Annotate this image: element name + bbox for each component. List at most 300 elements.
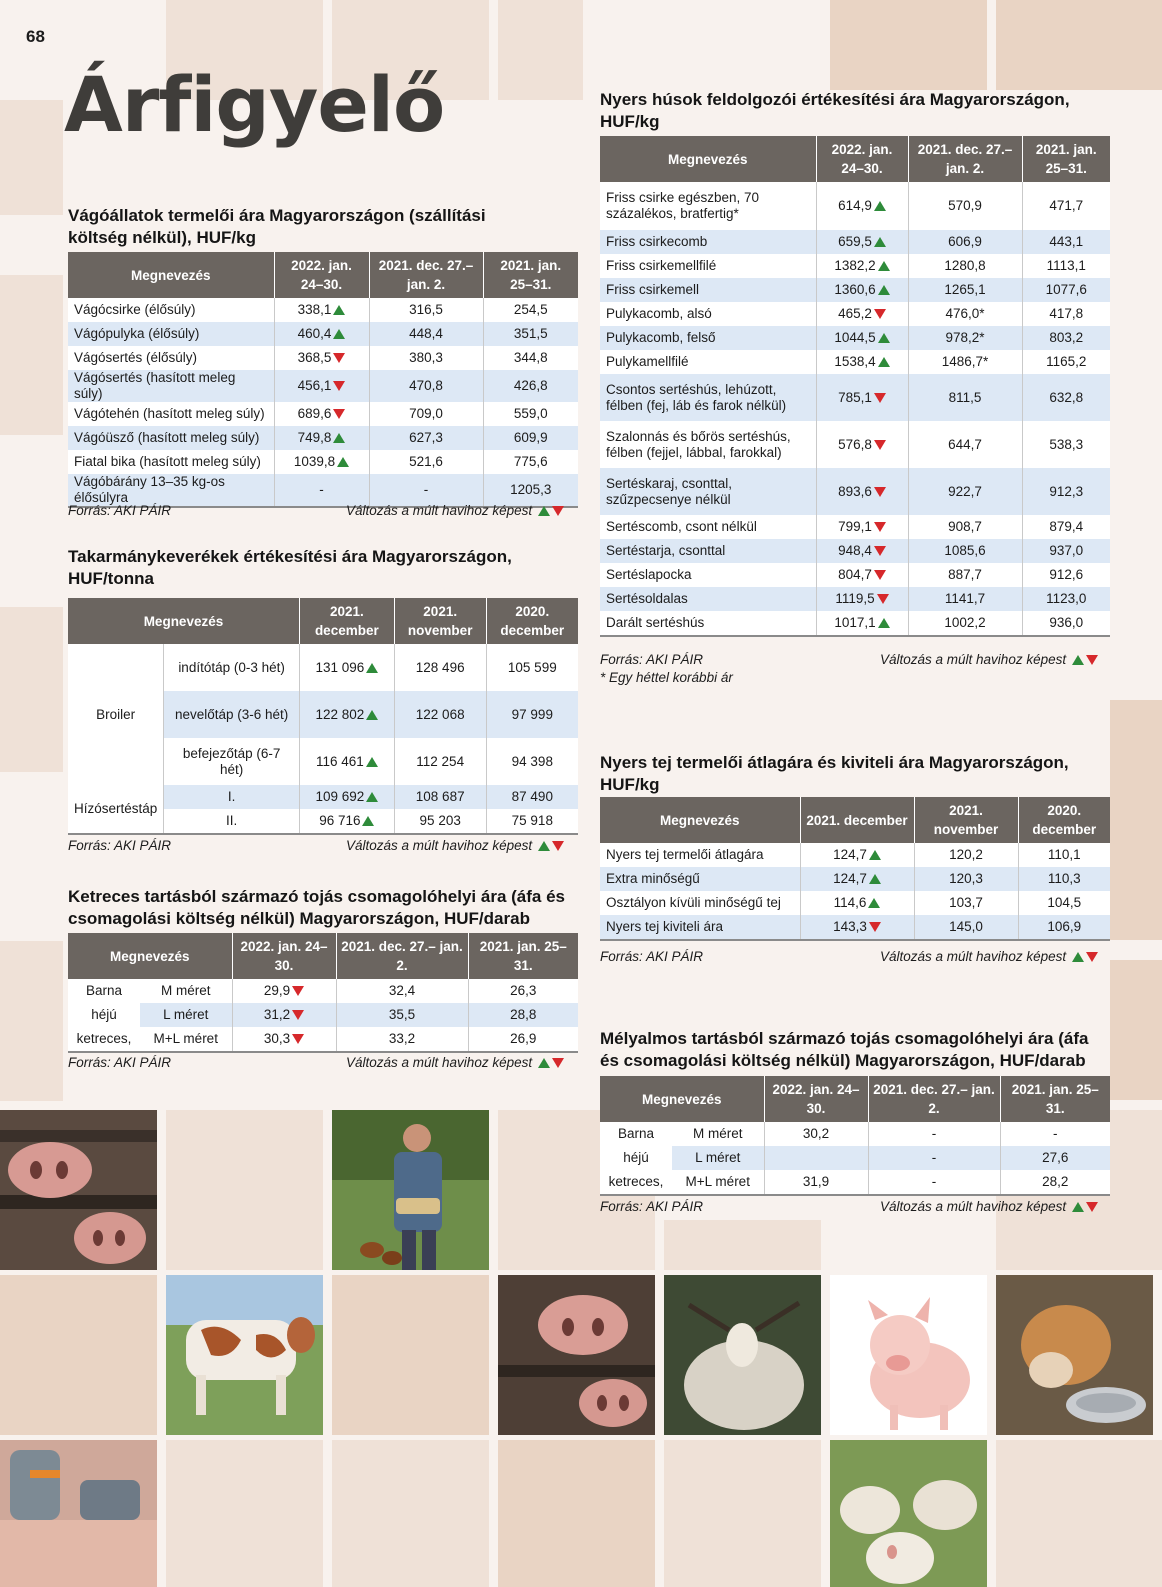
value-cell [764, 1170, 868, 1195]
row-name: Vágósertés (élősúly) [68, 346, 274, 370]
down-arrow-icon [333, 353, 345, 363]
value: 1044,5 [834, 330, 876, 345]
row-name: Fiatal bika (hasított meleg súly) [68, 450, 274, 474]
value-cell [816, 539, 908, 563]
table-row [68, 979, 578, 1003]
down-arrow-icon [874, 522, 886, 532]
value-cell: 471,7 [1022, 182, 1110, 230]
value-cell: - [868, 1170, 1000, 1195]
down-arrow-icon [874, 393, 886, 403]
group-label: Barna [600, 1122, 672, 1146]
col-header-name: Megnevezés [600, 797, 800, 843]
value: 456,1 [297, 378, 332, 393]
row-name: Vágóbárány 13–35 kg-os élősúlyra [68, 474, 274, 507]
col-header: 2021. jan. 25–31. [483, 252, 578, 298]
value-cell: 35,5 [336, 1003, 468, 1027]
col-header: 2022. jan. 24–30. [274, 252, 369, 298]
value: 31,9 [802, 1174, 830, 1189]
value-cell [816, 611, 908, 636]
col-header: 2022. jan. 24–30. [232, 933, 336, 979]
down-arrow-icon [292, 1034, 304, 1044]
calf-photo [996, 1275, 1153, 1435]
up-arrow-icon [366, 792, 378, 802]
row-name: Vágópulyka (élősúly) [68, 322, 274, 346]
raw-meat-price-table [600, 136, 1110, 637]
value-cell: 33,2 [336, 1027, 468, 1052]
value-cell: 912,3 [1022, 468, 1110, 515]
table-row [600, 515, 1110, 539]
value-cell: 108 687 [394, 785, 486, 809]
col-header: 2020. december [1018, 797, 1110, 843]
up-arrow-icon [337, 457, 349, 467]
pig-snouts-photo [0, 1110, 157, 1270]
value: 124,7 [833, 847, 867, 862]
value: 30,3 [263, 1031, 291, 1046]
value-cell [764, 1146, 868, 1170]
row-name: Szalonnás és bőrös sertéshús, félben (fejjel, lábbal, farokkal) [600, 421, 816, 468]
col-header: 2021. jan. 25–31. [1000, 1076, 1110, 1122]
up-arrow-icon [878, 618, 890, 628]
row-name: Friss csirkecomb [600, 230, 816, 254]
change-note-text: Változás a múlt havihoz képest [880, 949, 1067, 964]
down-arrow-icon [877, 594, 889, 604]
value-cell [816, 468, 908, 515]
value-cell: 1205,3 [483, 474, 578, 507]
t2-change-note [346, 838, 564, 853]
col-header-name: Megnevezés [68, 252, 274, 298]
row-name: Sertéskaraj, csonttal, szűzpecsenye nélkül [600, 468, 816, 515]
row-name: Nyers tej termelői átlagára [600, 843, 800, 867]
value-cell: 538,3 [1022, 421, 1110, 468]
table-row [68, 346, 578, 370]
up-arrow-icon [333, 305, 345, 315]
col-header-name: Megnevezés [68, 933, 232, 979]
up-arrow-icon [366, 710, 378, 720]
value-cell: 120,3 [914, 867, 1018, 891]
t1-source: Forrás: AKI PÁIR [68, 503, 172, 518]
value: 948,4 [838, 543, 872, 558]
value-cell [816, 230, 908, 254]
row-name: M+L méret [140, 1027, 232, 1052]
col-header-name: Megnevezés [600, 136, 816, 182]
t5-body [600, 843, 1110, 940]
feed-price-table [68, 598, 578, 835]
value-cell: - [868, 1122, 1000, 1146]
value-cell: 103,7 [914, 891, 1018, 915]
row-name: Csontos sertéshús, lehúzott, félben (fej, láb és farok nélkül) [600, 374, 816, 421]
up-arrow-icon [874, 201, 886, 211]
value-cell: 417,8 [1022, 302, 1110, 326]
value-cell [274, 322, 369, 346]
down-arrow-icon [874, 570, 886, 580]
col-header: 2021. dec. 27.– jan. 2. [336, 933, 468, 979]
farmer-with-eggs-photo [332, 1110, 489, 1270]
table-row [600, 302, 1110, 326]
row-name: nevelőtáp (3-6 hét) [164, 691, 300, 738]
value-cell [800, 843, 914, 867]
value-cell: 606,9 [908, 230, 1022, 254]
t5-change-note [880, 949, 1098, 964]
col-header: 2022. jan. 24–30. [816, 136, 908, 182]
value: 96 716 [319, 813, 361, 828]
value-cell [800, 915, 914, 940]
row-name: Sertésoldalas [600, 587, 816, 611]
row-name: Sertéstarja, csonttal [600, 539, 816, 563]
value-cell: 632,8 [1022, 374, 1110, 421]
down-arrow-icon [869, 922, 881, 932]
t6-source: Forrás: AKI PÁIR [600, 1199, 704, 1214]
table-row [600, 254, 1110, 278]
col-header: 2021. november [394, 598, 486, 644]
t5-title: Nyers tej termelői átlagára és kiviteli ára Magyarországon, HUF/kg [600, 753, 1069, 794]
value: 131 096 [315, 659, 365, 675]
table-row [68, 1003, 578, 1027]
col-header: 2021. jan. 25–31. [468, 933, 578, 979]
group-label: Barna [68, 979, 140, 1003]
row-name: Sertéscomb, csont nélkül [600, 515, 816, 539]
value: 1382,2 [834, 258, 876, 273]
row-name: M méret [672, 1122, 764, 1146]
table-row [600, 915, 1110, 940]
value-cell [274, 450, 369, 474]
value-cell [274, 402, 369, 426]
up-arrow-icon [362, 816, 374, 826]
col-header: 2021. dec. 27.– jan. 2. [369, 252, 483, 298]
value-cell [816, 326, 908, 350]
value-cell: - [369, 474, 483, 507]
value-cell [299, 809, 394, 834]
group-label: ketreces, [600, 1170, 672, 1195]
value-cell: 644,7 [908, 421, 1022, 468]
value-cell [299, 738, 394, 785]
table-row [600, 1146, 1110, 1170]
value: 749,8 [297, 430, 332, 445]
value-cell: 110,1 [1018, 843, 1110, 867]
table-row [600, 563, 1110, 587]
group-label: héjú [600, 1146, 672, 1170]
value-cell [816, 374, 908, 421]
value-cell [299, 691, 394, 738]
table-row [68, 322, 578, 346]
value-cell: 105 599 [486, 644, 578, 691]
value-cell: 879,4 [1022, 515, 1110, 539]
lambs-photo [830, 1440, 987, 1587]
up-arrow-icon [878, 285, 890, 295]
value: 1119,5 [835, 591, 875, 606]
caged-egg-price-table [68, 933, 578, 1053]
t3-source: Forrás: AKI PÁIR [68, 1055, 172, 1070]
up-arrow-icon [878, 333, 890, 343]
value-cell [816, 302, 908, 326]
row-name: II. [164, 809, 300, 834]
down-arrow-icon [552, 1058, 564, 1068]
col-header: 2021. dec. 27.– jan. 2. [908, 136, 1022, 182]
value-cell: 912,6 [1022, 563, 1110, 587]
row-name: Pulykamellfilé [600, 350, 816, 374]
row-name: M méret [140, 979, 232, 1003]
up-arrow-icon [538, 1058, 550, 1068]
value-cell [274, 426, 369, 450]
value-cell: 75 918 [486, 809, 578, 834]
group-label: ketreces, [68, 1027, 140, 1052]
up-arrow-icon [366, 757, 378, 767]
change-note-text: Változás a múlt havihoz képest [346, 503, 533, 518]
piglet-photo [830, 1275, 987, 1435]
value-cell [299, 644, 394, 691]
table-row [600, 421, 1110, 468]
table-row [600, 374, 1110, 421]
value-cell: 1280,8 [908, 254, 1022, 278]
value: 338,1 [297, 302, 332, 317]
t4-title: Nyers húsok feldolgozói értékesítési ára Magyarországon, HUF/kg [600, 90, 1070, 131]
t2-source: Forrás: AKI PÁIR [68, 838, 172, 853]
down-arrow-icon [874, 487, 886, 497]
value-cell: 28,2 [1000, 1170, 1110, 1195]
value-cell: 627,3 [369, 426, 483, 450]
value-cell: - [1000, 1122, 1110, 1146]
value: 465,2 [838, 306, 872, 321]
page-number: 68 [26, 27, 45, 46]
value-cell [274, 370, 369, 402]
raw-milk-price-table [600, 797, 1110, 941]
col-header: 2021. november [914, 797, 1018, 843]
row-name: Friss csirkemell [600, 278, 816, 302]
value: 614,9 [838, 198, 872, 213]
t2-title: Takarmánykeverékek értékesítési ára Magyarországon, HUF/tonna [68, 547, 512, 588]
row-name: I. [164, 785, 300, 809]
group-label: héjú [68, 1003, 140, 1027]
col-header: 2022. jan. 24–30. [764, 1076, 868, 1122]
change-note-text: Változás a múlt havihoz képest [880, 652, 1067, 667]
col-header-name: Megnevezés [68, 598, 299, 644]
pig-snouts-photo [498, 1275, 655, 1435]
value-cell: 570,9 [908, 182, 1022, 230]
col-header: 2021. dec. 27.– jan. 2. [868, 1076, 1000, 1122]
table-row [600, 843, 1110, 867]
down-arrow-icon [292, 986, 304, 996]
down-arrow-icon [292, 1010, 304, 1020]
value-cell: 470,8 [369, 370, 483, 402]
t3-body [68, 979, 578, 1052]
slaughter-animal-price-table [68, 252, 578, 508]
t1-change-note [346, 503, 564, 518]
row-name: Osztályon kívüli minőségű tej [600, 891, 800, 915]
up-arrow-icon [1072, 655, 1084, 665]
value-cell [800, 891, 914, 915]
value: 143,3 [833, 919, 867, 934]
value-cell: 87 490 [486, 785, 578, 809]
table-row [600, 350, 1110, 374]
t6-title: Mélyalmos tartásból származó tojás csomagolóhelyi ára (áfa és csomagolási költség nélkül) Magyarországon, HUF/darab [600, 1029, 1089, 1070]
down-arrow-icon [874, 309, 886, 319]
value-cell [816, 515, 908, 539]
value-cell: 922,7 [908, 468, 1022, 515]
value-cell: 110,3 [1018, 867, 1110, 891]
row-name: Vágótehén (hasított meleg súly) [68, 402, 274, 426]
value: - [319, 482, 324, 497]
t3-title: Ketreces tartásból származó tojás csomagolóhelyi ára (áfa és csomagolási költség nélkül) Magyarországon, HUF/darab [68, 887, 565, 928]
value-cell: 811,5 [908, 374, 1022, 421]
t4-body [600, 182, 1110, 636]
up-arrow-icon [878, 357, 890, 367]
value: 124,7 [833, 871, 867, 886]
value-cell: 803,2 [1022, 326, 1110, 350]
row-name: Sertéslapocka [600, 563, 816, 587]
value: 109 692 [315, 789, 365, 804]
value-cell: 97 999 [486, 691, 578, 738]
row-name: L méret [672, 1146, 764, 1170]
value-cell [232, 979, 336, 1003]
row-name: Nyers tej kiviteli ára [600, 915, 800, 940]
value: 1360,6 [834, 282, 876, 297]
value: 368,5 [297, 350, 332, 365]
down-arrow-icon [333, 381, 345, 391]
value-cell: 145,0 [914, 915, 1018, 940]
value: 31,2 [263, 1007, 291, 1022]
value-cell [274, 346, 369, 370]
value-cell [816, 421, 908, 468]
col-header: 2021. jan. 25–31. [1022, 136, 1110, 182]
col-header: 2021. december [299, 598, 394, 644]
value-cell: 887,7 [908, 563, 1022, 587]
up-arrow-icon [538, 841, 550, 851]
value-cell: 1265,1 [908, 278, 1022, 302]
value-cell: 443,1 [1022, 230, 1110, 254]
value: 689,6 [297, 406, 332, 421]
t6-change-note [880, 1199, 1098, 1214]
value-cell: 316,5 [369, 298, 483, 322]
row-name: Pulykacomb, felső [600, 326, 816, 350]
row-name: Friss csirke egészben, 70 százalékos, bratfertig* [600, 182, 816, 230]
value-cell: 254,5 [483, 298, 578, 322]
value: 804,7 [838, 567, 872, 582]
value-cell: 28,8 [468, 1003, 578, 1027]
row-name: Extra minőségű [600, 867, 800, 891]
value: 893,6 [838, 483, 872, 499]
table-row [68, 402, 578, 426]
up-arrow-icon [874, 237, 886, 247]
up-arrow-icon [333, 433, 345, 443]
value-cell [232, 1003, 336, 1027]
t4-change-note [880, 652, 1098, 667]
up-arrow-icon [868, 898, 880, 908]
value-cell: 1085,6 [908, 539, 1022, 563]
value-cell [816, 278, 908, 302]
value-cell: 1077,6 [1022, 278, 1110, 302]
up-arrow-icon [1072, 952, 1084, 962]
value-cell: 709,0 [369, 402, 483, 426]
cow-photo [166, 1275, 323, 1435]
value-cell: 26,9 [468, 1027, 578, 1052]
value-cell: - [868, 1146, 1000, 1170]
value-cell: 122 068 [394, 691, 486, 738]
value-cell: 26,3 [468, 979, 578, 1003]
table-row [600, 1170, 1110, 1195]
group-broiler: Broiler [68, 644, 164, 785]
row-name: Vágósertés (hasított meleg súly) [68, 370, 274, 402]
value-cell: 380,3 [369, 346, 483, 370]
up-arrow-icon [878, 261, 890, 271]
value: 1017,1 [834, 615, 876, 630]
value-cell: 112 254 [394, 738, 486, 785]
value-cell: 559,0 [483, 402, 578, 426]
value-cell: 351,5 [483, 322, 578, 346]
down-arrow-icon [1086, 952, 1098, 962]
value-cell: 1165,2 [1022, 350, 1110, 374]
row-name: Pulykacomb, alsó [600, 302, 816, 326]
table-row [68, 426, 578, 450]
value: 114,6 [833, 895, 867, 910]
value: 1538,4 [834, 354, 876, 369]
row-name: indítótáp (0-3 hét) [164, 644, 300, 691]
value-cell: 1002,2 [908, 611, 1022, 636]
table-row [600, 1122, 1110, 1146]
racka-sheep-photo [664, 1275, 821, 1435]
table-row [68, 1027, 578, 1052]
t6-body [600, 1122, 1110, 1195]
value-cell: 120,2 [914, 843, 1018, 867]
change-note-text: Változás a múlt havihoz képest [346, 1055, 533, 1070]
value-cell [816, 350, 908, 374]
value: 799,1 [838, 519, 872, 534]
value-cell: 344,8 [483, 346, 578, 370]
t3-change-note [346, 1055, 564, 1070]
value: 659,5 [838, 234, 872, 249]
deep-litter-egg-price-table [600, 1076, 1110, 1196]
value-cell: 908,7 [908, 515, 1022, 539]
down-arrow-icon [874, 546, 886, 556]
up-arrow-icon [538, 506, 550, 516]
value-cell [764, 1122, 868, 1146]
value-cell: 936,0 [1022, 611, 1110, 636]
value-cell: 775,6 [483, 450, 578, 474]
value-cell: 106,9 [1018, 915, 1110, 940]
value-cell: 128 496 [394, 644, 486, 691]
table-row [68, 370, 578, 402]
row-name: Vágócsirke (élősúly) [68, 298, 274, 322]
table-row [600, 611, 1110, 636]
value: 29,9 [263, 983, 291, 998]
down-arrow-icon [333, 409, 345, 419]
table-row [600, 867, 1110, 891]
value: 116 461 [315, 753, 364, 769]
table-row [600, 891, 1110, 915]
col-header: 2020. december [486, 598, 578, 644]
up-arrow-icon [333, 329, 345, 339]
t4-source: Forrás: AKI PÁIR [600, 652, 704, 667]
row-name: befejezőtáp (6-7 hét) [164, 738, 300, 785]
value: 460,4 [297, 326, 332, 341]
value: 785,1 [838, 389, 872, 405]
row-name: Vágóüsző (hasított meleg súly) [68, 426, 274, 450]
value-cell [816, 182, 908, 230]
t1-body [68, 298, 578, 507]
down-arrow-icon [552, 506, 564, 516]
col-header: 2021. december [800, 797, 914, 843]
value-cell: 1113,1 [1022, 254, 1110, 278]
value-cell: 426,8 [483, 370, 578, 402]
value-cell: 104,5 [1018, 891, 1110, 915]
value: 1039,8 [293, 454, 336, 469]
value-cell: 476,0* [908, 302, 1022, 326]
table-row [600, 230, 1110, 254]
value-cell [816, 254, 908, 278]
up-arrow-icon [869, 850, 881, 860]
value-cell: 95 203 [394, 809, 486, 834]
value-cell: 448,4 [369, 322, 483, 346]
value-cell [816, 587, 908, 611]
value-cell [232, 1027, 336, 1052]
